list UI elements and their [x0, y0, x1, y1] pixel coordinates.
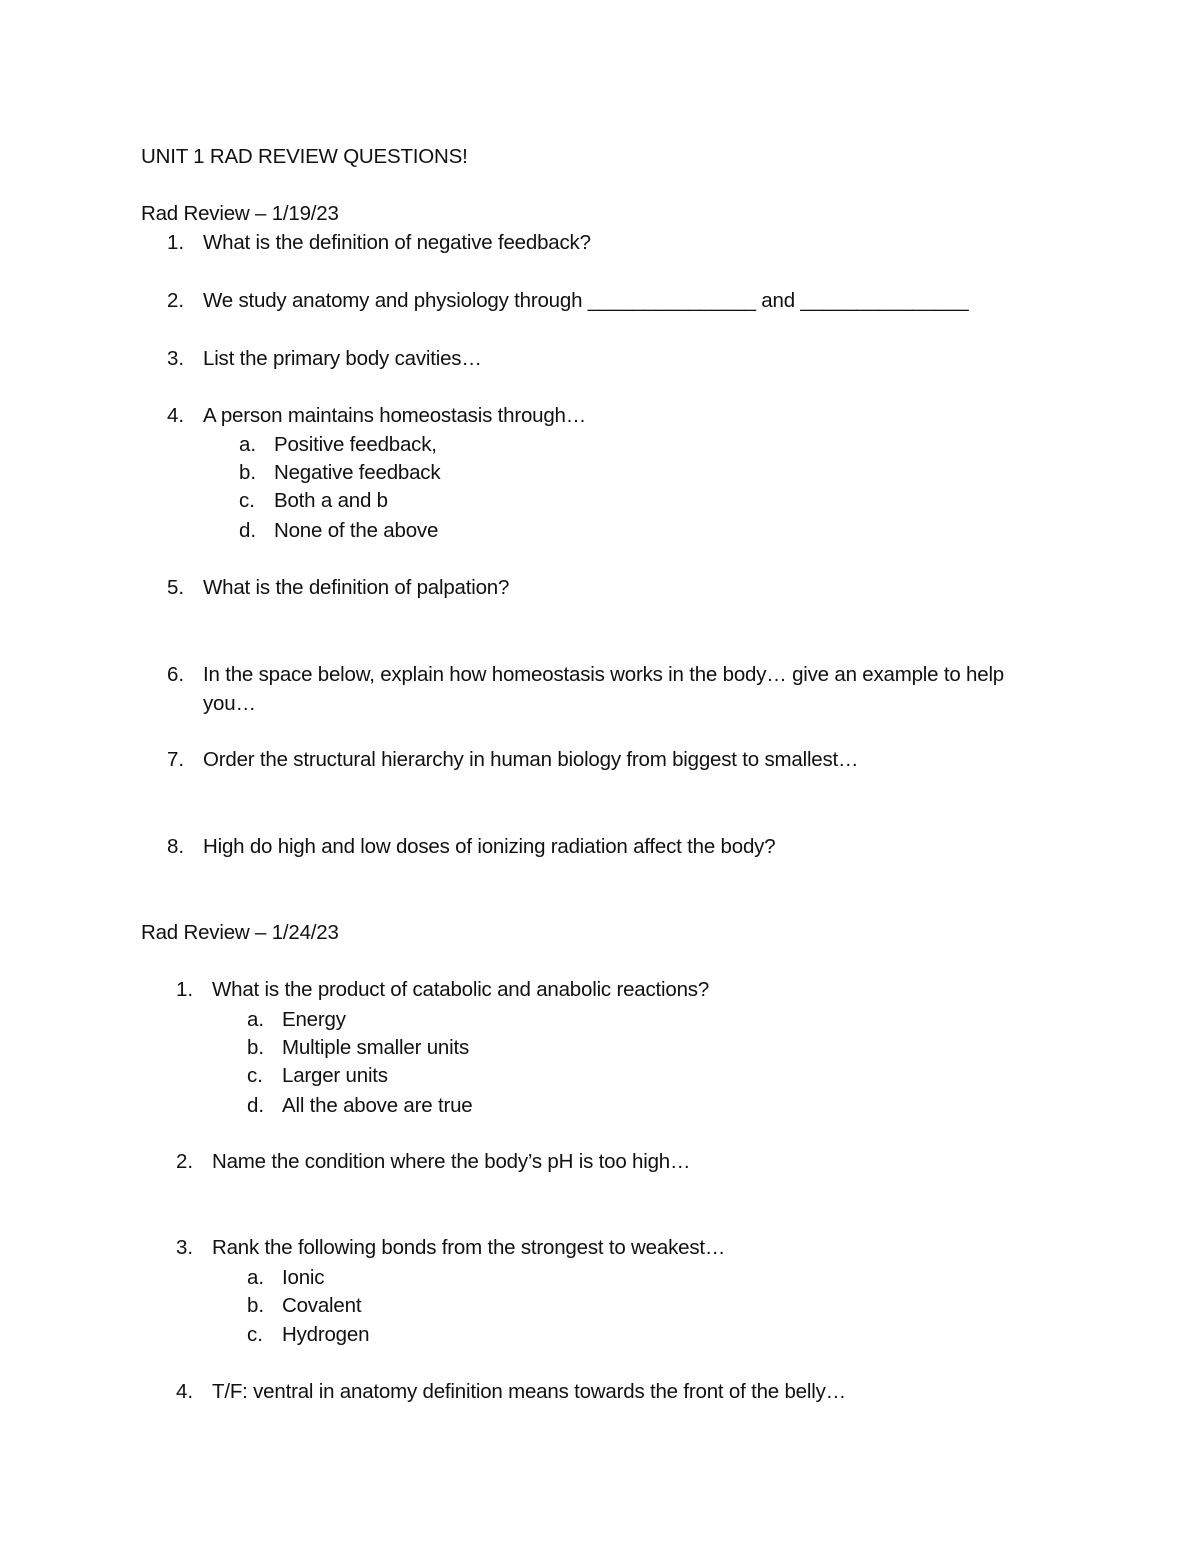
option-letter: c.	[239, 489, 255, 512]
question-number: 2.	[176, 1150, 194, 1173]
option-text: Positive feedback,	[274, 433, 437, 456]
option-letter: a.	[239, 433, 257, 456]
option-letter: b.	[247, 1036, 265, 1059]
question-number: 4.	[176, 1380, 194, 1403]
section-heading: Rad Review – 1/24/23	[141, 921, 339, 944]
section-heading: Rad Review – 1/19/23	[141, 202, 339, 225]
question-text: List the primary body cavities…	[203, 347, 482, 370]
question-number: 3.	[176, 1236, 194, 1259]
question-text-line2: you…	[203, 692, 256, 715]
question-text: What is the definition of negative feedback?	[203, 231, 591, 254]
option-letter: d.	[239, 519, 257, 542]
question-text: Name the condition where the body’s pH is too high…	[212, 1150, 691, 1173]
question-number: 3.	[167, 347, 185, 370]
question-text-line1: In the space below, explain how homeostasis works in the body… give an example to help	[203, 663, 1004, 686]
option-text: Larger units	[282, 1064, 388, 1087]
question-number: 6.	[167, 663, 185, 686]
option-letter: a.	[247, 1266, 265, 1289]
question-text: Order the structural hierarchy in human biology from biggest to smallest…	[203, 748, 859, 771]
question-number: 1.	[176, 978, 194, 1001]
option-text: Ionic	[282, 1266, 325, 1289]
option-text: None of the above	[274, 519, 439, 542]
question-number: 8.	[167, 835, 185, 858]
option-text: All the above are true	[282, 1094, 473, 1117]
option-text: Covalent	[282, 1294, 362, 1317]
question-number: 2.	[167, 289, 185, 312]
question-text: What is the definition of palpation?	[203, 576, 510, 599]
option-letter: b.	[247, 1294, 265, 1317]
question-text: High do high and low doses of ionizing radiation affect the body?	[203, 835, 776, 858]
question-number: 1.	[167, 231, 185, 254]
option-text: Negative feedback	[274, 461, 441, 484]
option-text: Energy	[282, 1008, 346, 1031]
option-text: Multiple smaller units	[282, 1036, 469, 1059]
option-letter: a.	[247, 1008, 265, 1031]
option-letter: c.	[247, 1323, 263, 1346]
question-number: 5.	[167, 576, 185, 599]
question-text: What is the product of catabolic and anabolic reactions?	[212, 978, 710, 1001]
option-letter: b.	[239, 461, 257, 484]
question-number: 4.	[167, 404, 185, 427]
option-text: Hydrogen	[282, 1323, 370, 1346]
document-title: UNIT 1 RAD REVIEW QUESTIONS!	[141, 145, 468, 168]
question-number: 7.	[167, 748, 185, 771]
question-text: Rank the following bonds from the strongest to weakest…	[212, 1236, 726, 1259]
question-text: T/F: ventral in anatomy definition means towards the front of the belly…	[212, 1380, 846, 1403]
option-text: Both a and b	[274, 489, 388, 512]
question-text: We study anatomy and physiology through _______________ and _______________	[203, 289, 969, 312]
question-text: A person maintains homeostasis through…	[203, 404, 587, 427]
option-letter: c.	[247, 1064, 263, 1087]
option-letter: d.	[247, 1094, 265, 1117]
